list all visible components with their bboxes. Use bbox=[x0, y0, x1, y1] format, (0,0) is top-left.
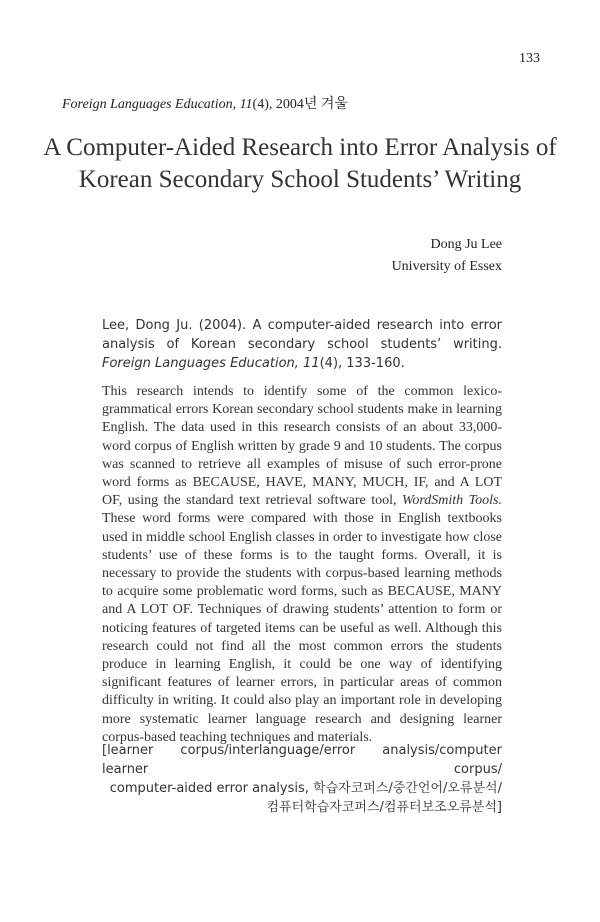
keywords-line-1: [learner corpus/interlanguage/error analysis/computer learner corpus/ bbox=[102, 743, 502, 777]
author-block bbox=[392, 234, 502, 278]
journal-issue: (4), bbox=[252, 97, 273, 112]
page-number: 133 bbox=[519, 51, 540, 66]
abstract-part-2: These word forms were compared with those in English textbooks used in middle school English classes in order to investigate how close students’ use of these forms is to the taught forms. Overall, it is necessary to provide the students with corpus-based learning methods to acquire some problematic word forms, such as BECAUSE, MANY and A LOT OF. Techniques of drawing students’ attention to form or noticing features of targeted items can be useful as well. Although this research could not find all the most common errors the students produce in learning English, it could be one way of identifying significant features of learner errors, in particular areas of common difficulty in writing. It could also play an important role in developing more systematic learner language research and designing learner corpus-based teaching techniques and materials. bbox=[102, 511, 502, 745]
journal-header bbox=[62, 93, 348, 113]
abstract-tool-name: WordSmith Tools. bbox=[401, 493, 502, 509]
paper-title bbox=[30, 132, 570, 196]
keywords-line-3: 컴퓨터학습자코퍼스/컴퓨터보조오류분석] bbox=[266, 800, 502, 815]
abstract-part-1: This research intends to identify some of the common lexico-grammatical errors Korean secondary school students make in learning English. The data used in this research consists of an about 33,000-word corpus of English written by grade 9 and 10 students. The corpus was scanned to retrieve all examples of misuse of such error-prone word forms as BECAUSE, HAVE, MANY, MUCH, IF, and A LOT OF, using the standard text retrieval software tool, bbox=[102, 384, 502, 509]
citation-issue-pages: (4), 133-160. bbox=[319, 356, 405, 371]
title-line-2: Korean Secondary School Students’ Writing bbox=[78, 166, 522, 193]
author-name: Dong Ju Lee bbox=[430, 237, 502, 252]
title-line-1: A Computer-Aided Research into Error Analysis of bbox=[43, 134, 557, 161]
journal-name: Foreign Languages Education, bbox=[62, 97, 237, 112]
author-affiliation: University of Essex bbox=[391, 259, 502, 274]
keywords bbox=[102, 741, 502, 817]
abstract bbox=[102, 383, 502, 747]
journal-year-season: 2004년 겨울 bbox=[275, 97, 348, 112]
journal-volume: 11 bbox=[239, 97, 253, 112]
citation-text: Lee, Dong Ju. (2004). A computer-aided research into error analysis of Korean secondary school students’ writing. bbox=[102, 318, 502, 352]
citation bbox=[102, 316, 502, 373]
citation-journal: Foreign Languages Education, 11 bbox=[102, 356, 320, 371]
keywords-line-2: computer-aided error analysis, 학습자코퍼스/중간언어/오류분석/ bbox=[109, 781, 502, 796]
